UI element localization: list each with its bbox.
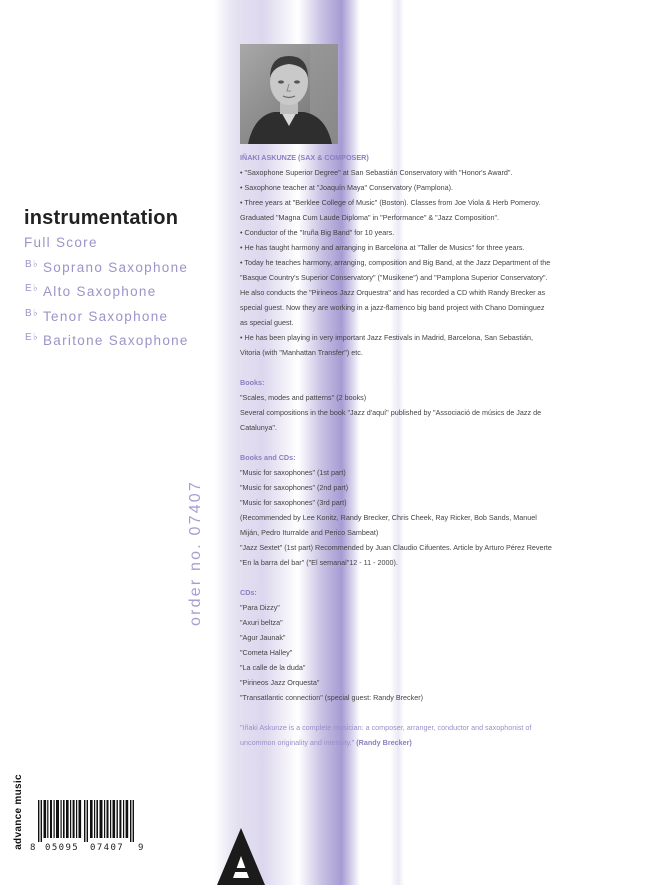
cd-title: "Axuri beltza" [240,618,283,627]
instrumentation-list [24,232,189,352]
publisher-name-wrap [8,774,26,850]
books-cds-heading: Books and CDs: [240,453,296,462]
cd-title: "Pirineos Jazz Orquesta" [240,678,320,687]
books-cds-line: "Jazz Sextet" (1st part) Recommended by Juan Claudio Cifuentes. Article by Arturo Pérez Reverte "En la barra del bar" ("El semanal"12 - 11 - 2000). [240,543,552,567]
instrument-label: Soprano Saxophone [43,259,189,275]
instrument-key: E♭ [25,283,39,294]
instrument-item [24,254,189,279]
books-cds-line: "Music for saxophones" (1st part) [240,468,346,477]
instrument-label: Alto Saxophone [43,284,157,299]
cd-title: "La calle de la duda" [240,663,306,672]
instrument-label: Full Score [24,235,98,250]
quote-author: (Randy Brecker) [356,738,412,747]
bio-bullet: • Saxophone teacher at "Joaquín Maya" Conservatory (Pamplona). [240,183,453,192]
bio-bullet: • He has been playing in very important Jazz Festivals in Madrid, Barcelona, San Sebastián, Vitoria (with "Manhattan Transfer") etc. [240,333,533,357]
biography-column [240,150,552,750]
bio-bullet: • Conductor of the "Iruña Big Band" for 10 years. [240,228,395,237]
instrumentation-title: instrumentation [24,207,179,229]
quote [240,720,552,750]
instrument-item [24,303,189,328]
books-cds-line: "Music for saxophones" (3rd part) [240,498,347,507]
bio-heading: IÑAKI ASKUNZE (SAX & COMPOSER) [240,153,369,162]
instrument-item [24,232,189,254]
instrument-key: B♭ [25,307,39,319]
composer-photo [240,44,338,144]
bio-bullet: • Today he teaches harmony, arranging, composition and Big Band, at the Jazz Department of the "Basque Country's Superior Conservatory" ("Musikene") and "Pamplona Superior Conservatory". He also conducts the "Pirineos Jazz Orquestra" and has recorded a CD whith Randy Brecker as special guest. Now they are working in a jazz-flamenco big band project with Chano Dominguez as special guest. [240,258,551,327]
order-number: order no. 07407 [187,480,204,626]
instrument-label: Baritone Saxophone [43,333,189,348]
barcode-left-digits: 05095 [45,843,80,853]
books-cds-line: "Music for saxophones" (2nd part) [240,483,349,492]
cd-title: "Transatlantic connection" (special guest: Randy Brecker) [240,693,424,702]
instrument-item [24,278,189,303]
bio-bullet: • Three years at "Berklee College of Music" (Boston). Classes from Joe Viola & Herb Pomeroy. Graduated "Magna Cum Laude Diploma" in "Performance" & "Jazz Composition". [240,198,541,222]
bio-bullet: • He has taught harmony and arranging in Barcelona at "Taller de Musics" for three years. [240,243,525,252]
barcode-lead-digit: 8 [30,843,37,853]
books-line: "Scales, modes and patterns" (2 books) [240,393,367,402]
books-cds-line: (Recommended by Lee Konitz, Randy Brecker, Chris Cheek, Ray Ricker, Bob Sands, Manuel Miján, Pedro Iturralde and Perico Sambeat) [240,513,537,537]
publisher-logo-mark [211,770,271,885]
books-line: Several compositions in the book "Jazz d'aquí" published by "Associació de músics de Jazz de Catalunya". [240,408,542,432]
publisher-logo [211,770,271,885]
barcode-right-digits: 07407 [90,843,125,853]
instrument-key: B♭ [25,258,39,270]
bio-bullet: • "Saxophone Superior Degree" at San Sebastián Conservatory with "Honor's Award". [240,168,513,177]
instrument-label: Tenor Saxophone [43,308,169,324]
instrument-key: E♭ [25,332,39,343]
cd-title: "Cometa Halley" [240,648,293,657]
decorative-stripe [214,0,240,885]
cd-title: "Para Dizzy" [240,603,280,612]
barcode [30,800,145,856]
instrument-item [24,327,189,352]
barcode-check-digit: 9 [138,843,145,853]
barcode-bars [30,800,145,842]
books-heading: Books: [240,378,265,387]
publisher-name: advance music [13,774,24,850]
quote-text: "Iñaki Askunze is a complete musician: a composer, arranger, conductor and saxophonist of uncommon originality and intensity." [240,723,532,747]
portrait-image [240,44,338,144]
cds-heading: CDs: [240,588,257,597]
cd-title: "Agur Jaunak" [240,633,286,642]
